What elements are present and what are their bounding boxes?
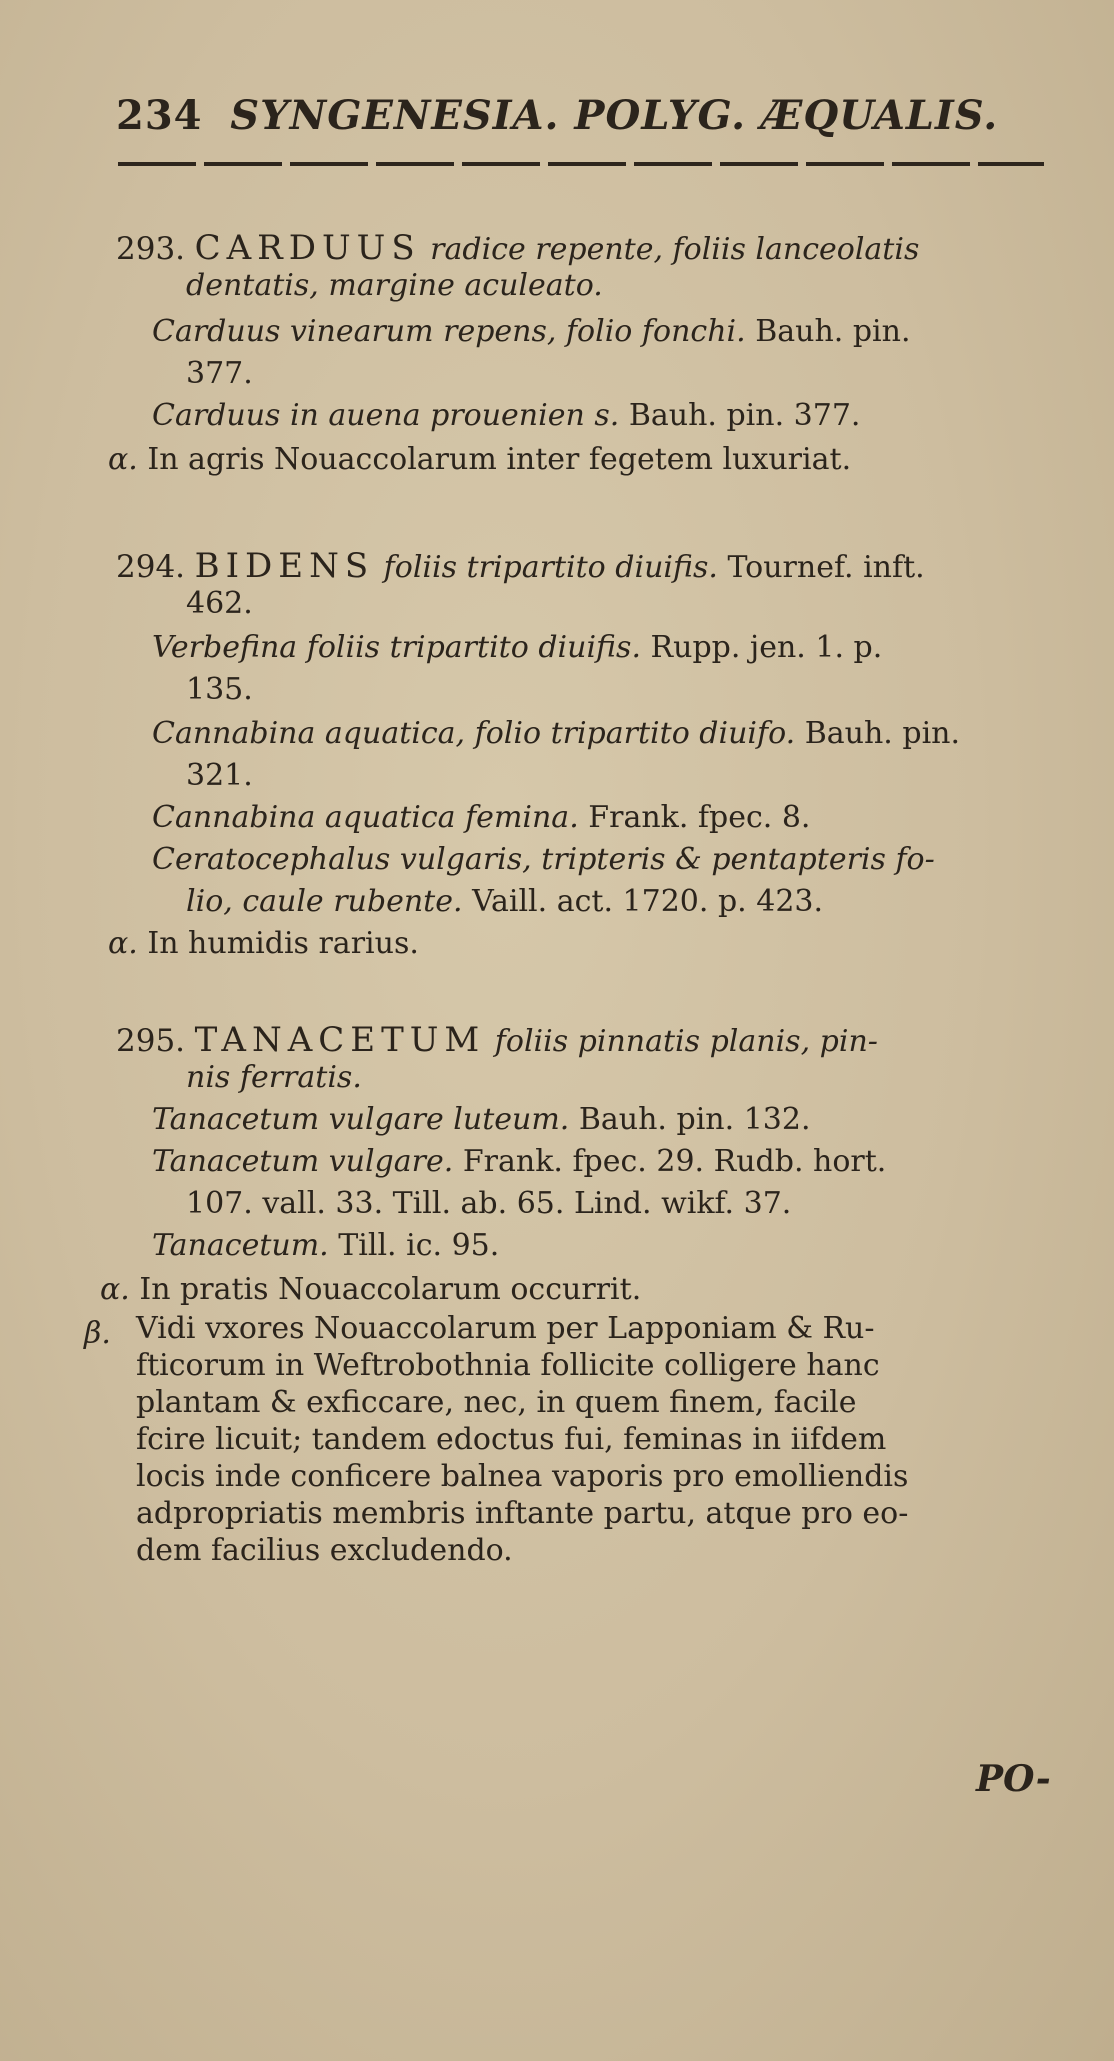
synonym-name: Tanacetum vulgare.: [152, 1144, 454, 1179]
synonym-name: Carduus in auena prouenien s.: [152, 398, 620, 433]
running-title: SYNGENESIA. POLYG. ÆQUALIS.: [230, 92, 999, 139]
synonym-ref: Frank. fpec. 29. Rudb. hort.: [462, 1144, 887, 1179]
entry-heading: [116, 228, 919, 268]
note-line: Vidi vxores Nouaccolarum per Lapponiam & Ru-: [136, 1311, 875, 1346]
header-rule: [118, 162, 1044, 166]
synonym-ref: Vaill. act. 1720. p. 423.: [472, 884, 824, 919]
synonym-name: Ceratocephalus vulgaris, tripteris & pentapteris fo-: [152, 842, 935, 877]
note-line: dem facilius excludendo.: [136, 1533, 513, 1568]
synonym-line: [152, 1102, 811, 1137]
genus-name: CARDUUS: [194, 228, 421, 268]
diagnosis: foliis pinnatis planis, pin-: [494, 1024, 878, 1059]
habitat-marker: α.: [108, 926, 138, 961]
entry-number: 293.: [116, 231, 186, 267]
habitat-line: [108, 442, 851, 477]
synonym-line: [152, 1144, 886, 1179]
synonym-line: [186, 884, 823, 919]
note-line: plantam & exficcare, nec, in quem finem, facile: [136, 1385, 857, 1420]
synonym-name: Tanacetum vulgare luteum.: [152, 1102, 570, 1137]
synonym-line: [152, 398, 860, 433]
running-header: [116, 92, 1046, 152]
synonym-ref: Bauh. pin. 377.: [628, 398, 861, 433]
page-number: 234: [116, 92, 203, 139]
synonym-name: lio, caule rubente.: [186, 884, 463, 919]
genus-name: BIDENS: [194, 546, 375, 586]
synonym-line: [152, 630, 882, 665]
habitat-text: In pratis Nouaccolarum occurrit.: [139, 1272, 642, 1307]
diagnosis-ref: Tournef. inft.: [727, 550, 925, 585]
habitat-text: In agris Nouaccolarum inter fegetem luxuriat.: [147, 442, 852, 477]
diagnosis-cont: dentatis, margine aculeato.: [186, 268, 603, 303]
synonym-ref: Rupp. jen. 1. p.: [650, 630, 883, 665]
synonym-line: [152, 1228, 499, 1263]
synonym-ref: Frank. fpec. 8.: [588, 800, 811, 835]
synonym-line: [152, 314, 911, 349]
note-line: fticorum in Weftrobothnia follicite colligere hanc: [136, 1348, 880, 1383]
entry-number: 294.: [116, 549, 186, 585]
synonym-name: Cannabina aquatica, folio tripartito diuifo.: [152, 716, 796, 751]
habitat-marker: α.: [108, 442, 138, 477]
habitat-text: In humidis rarius.: [147, 926, 419, 961]
entry-number: 295.: [116, 1023, 186, 1059]
synonym-ref-cont: 377.: [186, 356, 253, 391]
synonym-ref: Bauh. pin.: [755, 314, 911, 349]
note-marker: β.: [84, 1316, 111, 1351]
synonym-ref: Bauh. pin. 132.: [578, 1102, 811, 1137]
synonym-ref-cont: 107. vall. 33. Till. ab. 65. Lind. wikf. 37.: [186, 1186, 792, 1221]
synonym-line: [152, 716, 960, 751]
catchword: PO-: [976, 1758, 1051, 1800]
note-paragraph: [136, 1310, 1036, 1569]
diagnosis-cont: nis ferratis.: [186, 1060, 362, 1095]
synonym-ref: Till. ic. 95.: [338, 1228, 500, 1263]
synonym-ref-cont: 321.: [186, 758, 253, 793]
synonym-ref-cont: 135.: [186, 672, 253, 707]
synonym-name: Carduus vinearum repens, folio fonchi.: [152, 314, 746, 349]
diagnosis-cont: 462.: [186, 586, 253, 621]
entry-heading: [116, 1020, 878, 1060]
habitat-marker: α.: [100, 1272, 130, 1307]
synonym-name: Verbefina foliis tripartito diuifis.: [152, 630, 641, 665]
habitat-line: [100, 1272, 641, 1307]
genus-name: TANACETUM: [194, 1020, 486, 1060]
diagnosis: radice repente, foliis lanceolatis: [430, 232, 920, 267]
synonym-name: Cannabina aquatica femina.: [152, 800, 579, 835]
note-line: fcire licuit; tandem edoctus fui, feminas in iifdem: [136, 1422, 887, 1457]
entry-heading: [116, 546, 925, 586]
diagnosis: foliis tripartito diuifis.: [383, 550, 718, 585]
habitat-line: [108, 926, 419, 961]
synonym-name: Tanacetum.: [152, 1228, 329, 1263]
synonym-line: [152, 800, 810, 835]
synonym-ref: Bauh. pin.: [804, 716, 961, 751]
note-line: adpropriatis membris inftante partu, atque pro eo-: [136, 1496, 909, 1531]
note-line: locis inde conficere balnea vaporis pro emolliendis: [136, 1459, 909, 1494]
